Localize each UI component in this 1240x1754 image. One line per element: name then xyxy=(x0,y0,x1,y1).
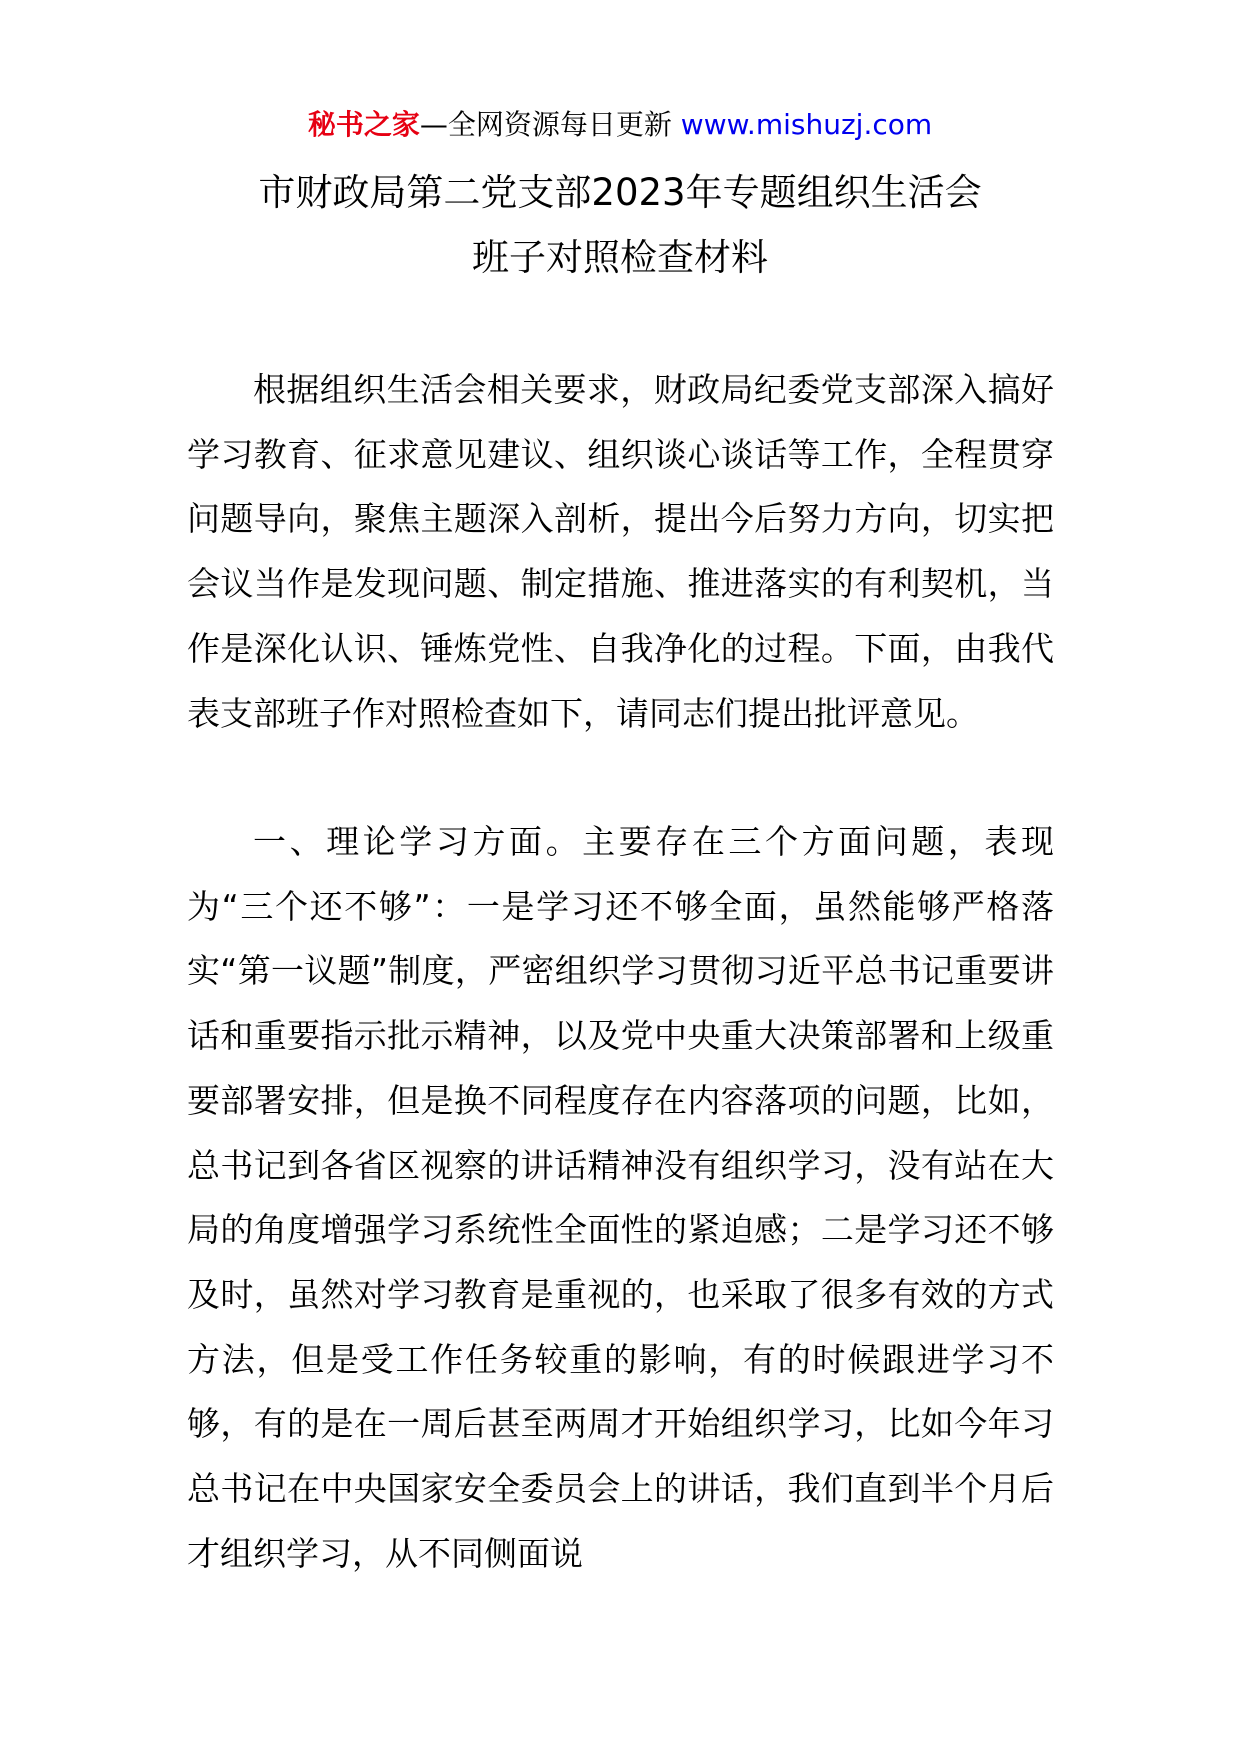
banner-site-link[interactable]: www.mishuzj.com xyxy=(680,108,933,141)
body-paragraph-theory-study: 一、理论学习方面。主要存在三个方面问题，表现为“三个还不够”：一是学习还不够全面，虽然能够严格落实“第一议题”制度，严密组织学习贯彻习近平总书记重要讲话和重要指示批示精神，以及党中央重大决策部署和上级重要部署安排，但是换不同程度存在内容落项的问题，比如，总书记到各省区视察的讲话精神没有组织学习，没有站在大局的角度增强学习系统性全面性的紧迫感；二是学习还不够及时，虽然对学习教育是重视的，也采取了很多有效的方式方法，但是受工作任务较重的影响，有的时候跟进学习不够，有的是在一周后甚至两周才开始组织学习，比如今年习总书记在中央国家安全委员会上的讲话，我们直到半个月后才组织学习，从不同侧面说 xyxy=(187,822,1054,1573)
body-paragraph-intro: 根据组织生活会相关要求，财政局纪委党支部深入搞好学习教育、征求意见建议、组织谈心谈话等工作，全程贯穿问题导向，聚焦主题深入剖析，提出今后努力方向，切实把会议当作是发现问题、制定措施、推进落实的有利契机，当作是深化认识、锤炼党性、自我净化的过程。下面，由我代表支部班子作对照检查如下，请同志们提出批评意见。 xyxy=(187,370,1054,733)
header-banner xyxy=(0,100,1240,150)
banner-tagline: —全网资源每日更新 xyxy=(419,108,672,141)
document-title-line-2: 班子对照检查材料 xyxy=(472,236,768,279)
document-title-line-1: 市财政局第二党支部2023年专题组织生活会 xyxy=(258,171,982,214)
banner-brand: 秘书之家 xyxy=(307,108,420,141)
